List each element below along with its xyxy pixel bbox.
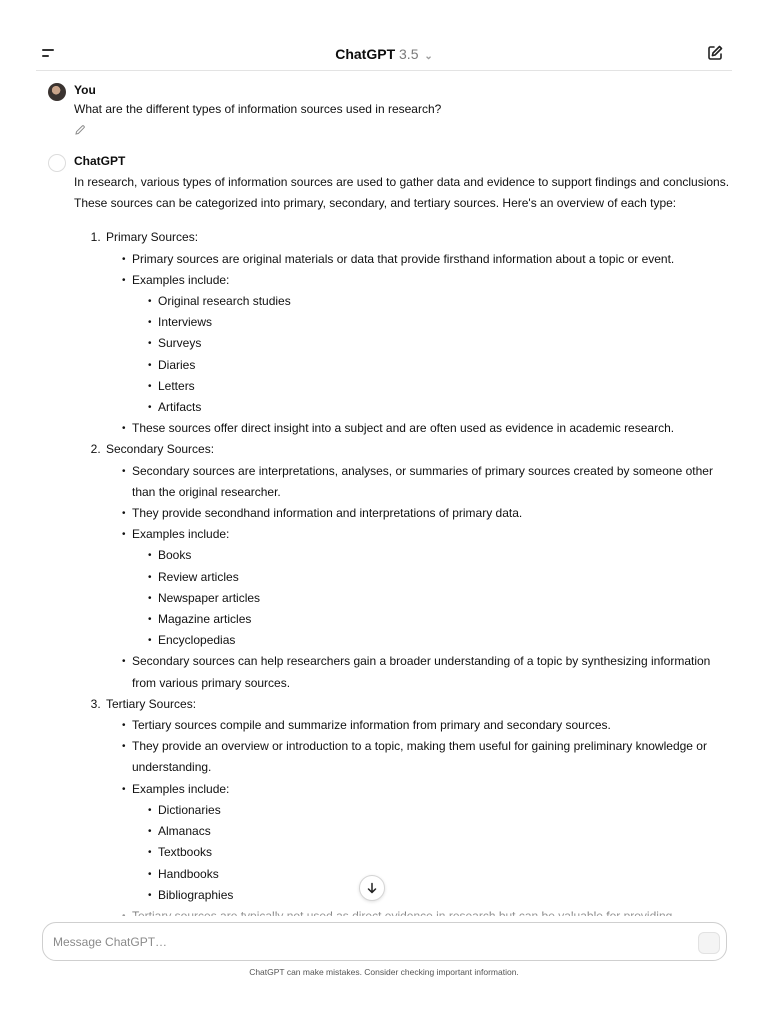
example-item: • Dictionaries xyxy=(148,800,734,821)
example-item: • Handbooks xyxy=(148,864,734,885)
example-item: • Diaries xyxy=(148,355,734,376)
example-item: • Artifacts xyxy=(148,397,734,418)
example-item: • Review articles xyxy=(148,567,734,588)
intro-line: In research, various types of information sources are used to gather data and evidence to support findings and conclusions. xyxy=(74,175,730,189)
list-item xyxy=(122,524,734,651)
message-input[interactable] xyxy=(53,931,673,953)
user-message xyxy=(48,83,728,143)
assistant-avatar xyxy=(48,154,66,172)
example-item: • Textbooks xyxy=(148,842,734,863)
list-item: • They provide an overview or introduction to a topic, making them useful for gaining preliminary knowledge or understanding. xyxy=(122,736,734,778)
example-item: • Newspaper articles xyxy=(148,588,734,609)
example-item: • Bibliographies xyxy=(148,885,734,906)
model-version: 3.5 xyxy=(399,46,419,62)
section-primary xyxy=(104,227,734,439)
example-item: • Almanacs xyxy=(148,821,734,842)
disclaimer-text: ChatGPT can make mistakes. Consider checking important information. xyxy=(249,967,519,977)
example-item: • Surveys xyxy=(148,333,734,354)
top-bar xyxy=(36,38,732,71)
section-title: Secondary Sources: xyxy=(106,442,215,457)
model-selector[interactable] xyxy=(36,46,732,62)
new-chat-icon[interactable] xyxy=(706,44,724,62)
example-item: • Original research studies xyxy=(148,291,734,312)
assistant-author-label: ChatGPT xyxy=(74,154,126,168)
message-composer xyxy=(42,922,727,961)
list-item xyxy=(122,270,734,418)
section-secondary xyxy=(104,439,734,693)
section-title: Tertiary Sources: xyxy=(106,696,197,711)
examples-label: Examples include: xyxy=(132,781,230,796)
example-item: • Letters xyxy=(148,376,734,397)
list-item: • Secondary sources can help researchers gain a broader understanding of a topic by synthesizing information from various primary sources. xyxy=(122,651,734,693)
examples-label: Examples include: xyxy=(132,527,230,542)
list-item: • Tertiary sources compile and summarize information from primary and secondary sources. xyxy=(122,715,734,736)
example-item: • Encyclopedias xyxy=(148,630,734,651)
list-item: • These sources offer direct insight into a subject and are often used as evidence in academic research. xyxy=(122,418,734,439)
user-author-label: You xyxy=(74,83,96,97)
arrow-down-icon[interactable] xyxy=(359,875,385,901)
user-avatar xyxy=(48,83,66,101)
section-title: Primary Sources: xyxy=(106,230,199,245)
example-item: • Interviews xyxy=(148,312,734,333)
send-icon[interactable] xyxy=(698,932,720,954)
intro-line: These sources can be categorized into primary, secondary, and tertiary sources. Here's an overview of each type: xyxy=(74,196,677,211)
pencil-icon[interactable] xyxy=(74,123,86,135)
user-message-text: What are the different types of information sources used in research? xyxy=(74,102,442,116)
model-name: ChatGPT xyxy=(335,46,396,62)
list-item xyxy=(122,779,734,906)
list-item: • Secondary sources are interpretations, analyses, or summaries of primary sources created by someone other than the original researcher. xyxy=(122,461,734,503)
examples-label: Examples include: xyxy=(132,272,230,287)
assistant-message-header xyxy=(48,154,728,174)
list-item: • Primary sources are original materials or data that provide firsthand information about a topic or event. xyxy=(122,249,734,270)
source-types-list xyxy=(74,227,734,948)
assistant-message-text xyxy=(74,172,734,948)
example-item: • Magazine articles xyxy=(148,609,734,630)
list-item: • They provide secondhand information and interpretations of primary data. xyxy=(122,503,734,524)
example-item: • Books xyxy=(148,545,734,566)
chevron-down-icon: ⌄ xyxy=(424,51,433,62)
